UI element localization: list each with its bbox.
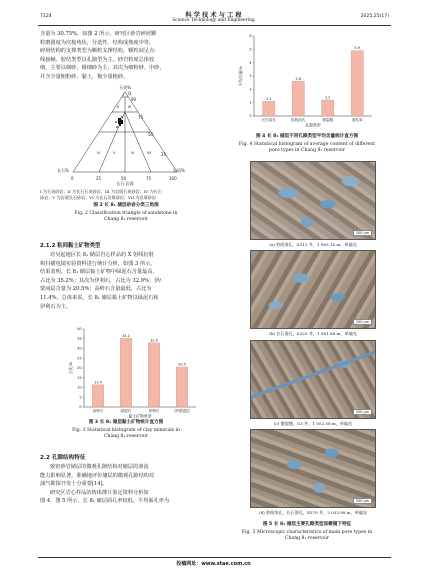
text-line: 研究区岩心样品的铸体薄片鉴定资料分析如 [50, 489, 149, 496]
caption-line: Chang 8₁ reservoir [103, 434, 148, 440]
y-tick-label: 0 [249, 114, 252, 119]
text-line: 含量为 30.75%，如图 2 所示。研究区砂岩碎屑颗 [40, 31, 157, 37]
section-22-body [40, 463, 212, 506]
scale-bar: 200 μm [353, 230, 372, 236]
category-label: 长石溶孔 [261, 118, 276, 122]
text-line: 占比为 35.2%；其次为伊利石，占比为 32.9%；伊/ [40, 277, 162, 284]
fig4-caption-cn: 图 4 长 8₁ 储层不同孔隙类型平均含量统计直方图 [255, 134, 359, 139]
fig2-legend [40, 189, 212, 200]
y-tick-label: 30 [77, 346, 82, 351]
legend-line: 砂岩；V 为岩屑长石砂岩；VI 为长石岩屑砂岩；VII 为岩屑砂岩 [40, 194, 156, 200]
data-label: 35.2 [122, 333, 130, 338]
text-line: 碎屑结构的支撑类型为颗粒支撑结构，颗粒间呈点- [40, 48, 156, 55]
y-tick-label: 5 [249, 47, 252, 52]
fig5-caption-cn: 图 5 长 8₁ 储层主要孔隙类型显微镜下特征 [262, 522, 352, 527]
fig3-caption-en [40, 428, 212, 441]
bottom-tick-50: 50 [121, 176, 127, 181]
y-tick-label: 20 [77, 366, 82, 371]
intro-paragraph [40, 30, 210, 82]
bar [292, 81, 304, 116]
caption-line: Fig. 3 Statistical histogram of clay minerals in [72, 428, 180, 433]
issue-number: 2025,25(17) [360, 14, 389, 19]
scale-bar: 200 μm [353, 319, 372, 325]
section-22-title: 2.2 孔隙结构特征 [40, 455, 86, 461]
micrograph-a [250, 161, 376, 240]
caption-line: Fig. 5 Microscopic characteristics of main pore types in [241, 530, 373, 535]
right-corner-label: 岩屑% [173, 168, 185, 173]
text-line: 蒙间层含量为 20.5%；高岭石含量最低，占比为 [40, 286, 152, 293]
section-212-body [40, 251, 212, 311]
fig4-bar-chart [232, 30, 377, 130]
micrograph-b [250, 250, 376, 329]
fig4-caption-en [222, 142, 392, 155]
y-tick-label: 2 [249, 87, 252, 92]
data-label: 4.9 [354, 46, 360, 51]
text-line: 油气勘探开发十分重要[14]。 [40, 481, 108, 488]
micrograph-a-caption: (a) 粒间溶孔，X313 井，1 983.16 m，单偏光 [269, 242, 357, 247]
y-tick-label: 25 [77, 356, 82, 361]
fig3-caption-cn: 图 3 长 8₁ 储层黏土矿物统计直方图 [88, 420, 164, 425]
y-tick-label: 40 [77, 327, 82, 332]
micrograph-c [250, 340, 376, 419]
tick-75: 75 [138, 115, 144, 120]
left-corner-label: 长石% [57, 168, 69, 173]
category-label: 微裂缝 [322, 118, 334, 122]
bar [176, 367, 188, 407]
micrograph-d-caption: (d) 粒间溶孔、长石溶孔，X570 井，2 033.88 m，单偏光 [258, 510, 368, 515]
apex-q: Q [128, 91, 132, 96]
bar [351, 51, 363, 116]
zone-vi: VI [131, 151, 135, 155]
caption-line: Chang 8₁ reservoir [284, 536, 329, 542]
apex-label: 石英% [119, 85, 131, 90]
journal-title-en: Science Technology and Engineering [172, 18, 255, 23]
x-axis-label: 黏土矿物类型 [128, 413, 152, 419]
data-label: 20.5 [178, 362, 186, 367]
y-tick-label: 1 [249, 100, 252, 105]
bar [120, 338, 132, 407]
page-number: 7124 [40, 14, 52, 19]
bar [92, 385, 104, 407]
data-label: 32.9 [150, 338, 158, 343]
data-label: 11.4 [94, 380, 102, 385]
micrograph-c-caption: (c) 微裂缝，G3 井，1 952.58 m，单偏光 [273, 421, 353, 426]
caption-line: Fig. 2 Classification triangle of sandstone in [74, 211, 178, 216]
category-label: 绿泥石 [120, 409, 132, 413]
data-label: 1.1 [266, 96, 272, 101]
text-line: 细，主要以细砂、极细砂为主，其次为细粉砂、中砂， [40, 65, 165, 72]
section-212-title: 2.1.2 粘间黏土矿物类型 [40, 243, 101, 249]
tick-90: 90 [131, 97, 137, 102]
zone-vii: VII [147, 151, 152, 155]
text-line: 结果表明，长 8₁ 储层黏土矿物中绿泥石含量最高， [40, 269, 158, 276]
y-axis-label: 平均含量/% [238, 65, 243, 87]
y-tick-label: 6 [249, 34, 252, 39]
category-label: 伊/蒙混层 [174, 409, 190, 413]
y-axis-label: 占比/% [68, 361, 73, 375]
caption-line: Fig. 4 Statistical histogram of average content of different [238, 142, 376, 147]
bar [322, 100, 334, 116]
footer-url: 投稿网址：www.stae.com.cn [176, 561, 251, 567]
x-axis-label: 孔隙类型 [305, 122, 321, 128]
y-tick-label: 5 [79, 395, 82, 400]
journal-title-cn: 科 学 技 术 与 工 程 [185, 12, 242, 19]
header-rule [38, 25, 391, 26]
text-line: 并含少量粗粉砂、黏土，极少量粗砂。 [40, 73, 129, 80]
scale-bar: 200 μm [353, 498, 372, 504]
y-tick-label: 3 [249, 74, 252, 79]
y-tick-label: 15 [77, 375, 82, 380]
category-label: 粒间溶孔 [291, 118, 306, 122]
text-line: 和扫描电镜实验资料进行统计分析，如图 3 所示。 [40, 260, 156, 267]
zone-ii: II [117, 105, 120, 109]
fig5-caption-en [222, 530, 392, 543]
text-line: 致密砂岩储层的微观孔隙结构对储层的渗流 [50, 464, 149, 470]
category-label: 面孔率 [351, 118, 363, 122]
legend-line: I 为石英砂岩；II 为长石石英砂岩；III 为岩屑石英砂岩；IV 为长石 [40, 189, 162, 194]
zone-v: V [113, 151, 116, 155]
micrograph-d [250, 429, 376, 508]
bar [148, 343, 160, 407]
zone-i: I [123, 93, 125, 97]
category-label: 伊利石 [148, 409, 160, 413]
bar [263, 101, 275, 116]
text-line: 线接触，胶结类型以孔隙型为主。砂岩粒度总体较 [40, 56, 155, 63]
tick-50: 50 [148, 132, 154, 137]
boundary-right [125, 112, 151, 172]
text-line: 图 4、图 5 所示，长 8₁ 储层面孔率较低，平均面孔率为 [40, 498, 170, 505]
tick-25: 25 [161, 152, 167, 157]
data-label: 2.6 [295, 76, 301, 81]
scale-bar: 200 μm [353, 409, 372, 415]
text-line: 伊利石为主。 [40, 303, 72, 310]
footer-rule [38, 557, 391, 558]
fig2-caption-en [40, 211, 212, 224]
text-line: 对吴起地区长 8₁ 储层岩心样品的 X 射线衍射 [50, 252, 154, 258]
zone-iv: IV [97, 151, 101, 155]
y-tick-label: 35 [77, 336, 82, 341]
category-label: 高岭石 [92, 409, 104, 413]
fig2-caption-cn: 图 2 长 8₁ 储层砂岩分类三角图 [93, 203, 159, 208]
y-tick-label: 4 [249, 60, 252, 65]
classification-triangle [55, 84, 195, 186]
zone-iii: III [128, 105, 132, 109]
bottom-tick-100: 100 [169, 176, 177, 181]
bottom-axis-label: 长石:岩屑 [116, 181, 134, 186]
caption-line: Chang 8₁ reservoir [103, 217, 148, 223]
data-label: 1.2 [325, 95, 331, 100]
text-line: 粒磨圆度为次棱角状，分选性、结构成熟度中等。 [40, 39, 155, 46]
text-line: 能力影响显著，准确地评价储层的微观孔隙结构对 [40, 472, 155, 479]
fig3-bar-chart [62, 323, 202, 420]
text-line: 11.4%。总体来说，长 8₁ 储层黏土矿物以绿泥石和 [40, 294, 159, 301]
caption-line: pore types in Chang 8₁ reservoir [269, 148, 345, 154]
bottom-tick-0: 0 [71, 176, 74, 181]
micrograph-b-caption: (b) 长石溶孔，X325 井，1 981.88 m，单偏光 [269, 331, 357, 336]
y-tick-label: 10 [77, 385, 82, 390]
bottom-tick-25: 25 [96, 176, 102, 181]
bottom-tick-75: 75 [146, 176, 152, 181]
y-tick-label: 0 [79, 405, 82, 410]
